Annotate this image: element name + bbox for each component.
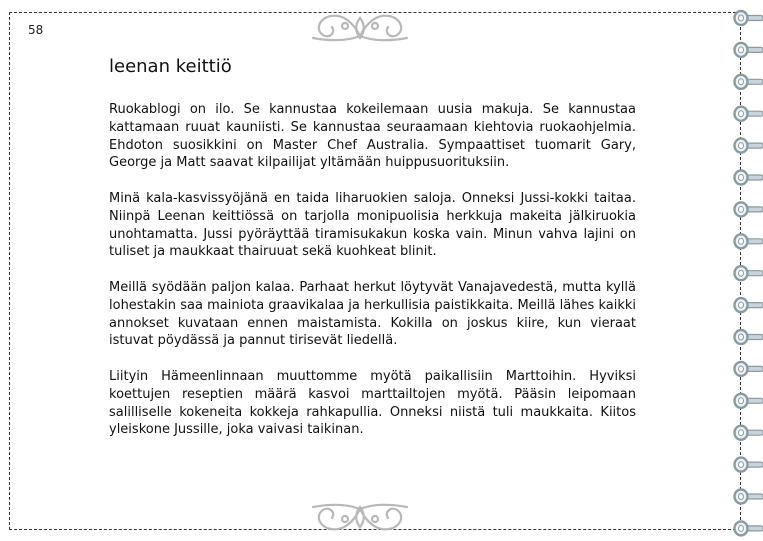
spiral-ring-icon bbox=[735, 43, 763, 57]
page-title: leenan keittiö bbox=[109, 56, 232, 77]
spiral-ring-icon bbox=[735, 490, 763, 504]
spiral-ring-icon bbox=[735, 362, 763, 376]
spiral-ring-icon bbox=[735, 298, 763, 312]
paragraph: Liityin Hämeenlinnaan muuttomme myötä paikallisiin Marttoihin. Hyviksi koettujen reseptien määrä kasvoi marttailtojen myötä. Pääsin leipomaan salilliselle kokeneita kokkeja rahkapullia. Onneksi niistä tuli maukkaita. Kiitos yleiskone Jussille, joka vaivasi taikinan. bbox=[109, 368, 636, 438]
flourish-ornament-icon bbox=[305, 497, 415, 537]
spiral-binding bbox=[733, 0, 763, 541]
spiral-ring-icon bbox=[735, 171, 763, 185]
spiral-ring-icon bbox=[735, 521, 763, 535]
spiral-ring-icon bbox=[735, 107, 763, 121]
flourish-ornament-icon bbox=[305, 8, 415, 48]
spiral-ring-icon bbox=[735, 458, 763, 472]
spiral-ring-icon bbox=[735, 202, 763, 216]
paragraph: Ruokablogi on ilo. Se kannustaa kokeilemaan uusia makuja. Se kannustaa kattamaan ruuat kauniisti. Se kannustaa seuraamaan kiehtovia ruokaohjelmia. Ehdoton suosikkini on Master Chef Australia. Sympaattiset tuomarit Gary, George ja Matt saavat kilpailijat yltämään huippusuorituksiin. bbox=[109, 102, 636, 171]
paragraph: Meillä syödään paljon kalaa. Parhaat herkut löytyvät Vanajavedestä, mutta kyllä lohestakin saa mainiota graavikalaa ja herkullisia paistikkaita. Meillä lähes kaikki annokset kuvataan ennen maistamista. Kokilla on joskus kiire, kun vieraat istuvat pöydässä ja pannut tirisevät liedellä. bbox=[109, 279, 636, 349]
spiral-ring-icon bbox=[735, 11, 763, 25]
body-text bbox=[109, 101, 636, 457]
spiral-ring-icon bbox=[735, 139, 763, 153]
spiral-ring-icon bbox=[735, 234, 763, 248]
spiral-ring-icon bbox=[735, 426, 763, 440]
paragraph: Minä kala-kasvissyöjänä en taida liharuokien saloja. Onneksi Jussi-kokki taitaa. Niinpä Leenan keittiössä on tarjolla monipuolisia herkkuja makeita jälkiruokia unohtamatta. Jussi pyöräyttää tiramisukakun koska vain. Minun vahva lajini on tuliset ja maukkaat thairuuat sekä kuohkeat blinit. bbox=[109, 190, 636, 260]
spiral-ring-icon bbox=[735, 394, 763, 408]
spiral-ring-icon bbox=[735, 330, 763, 344]
spiral-ring-icon bbox=[735, 266, 763, 280]
spiral-ring-icon bbox=[735, 75, 763, 89]
page-number: 58 bbox=[28, 23, 44, 37]
